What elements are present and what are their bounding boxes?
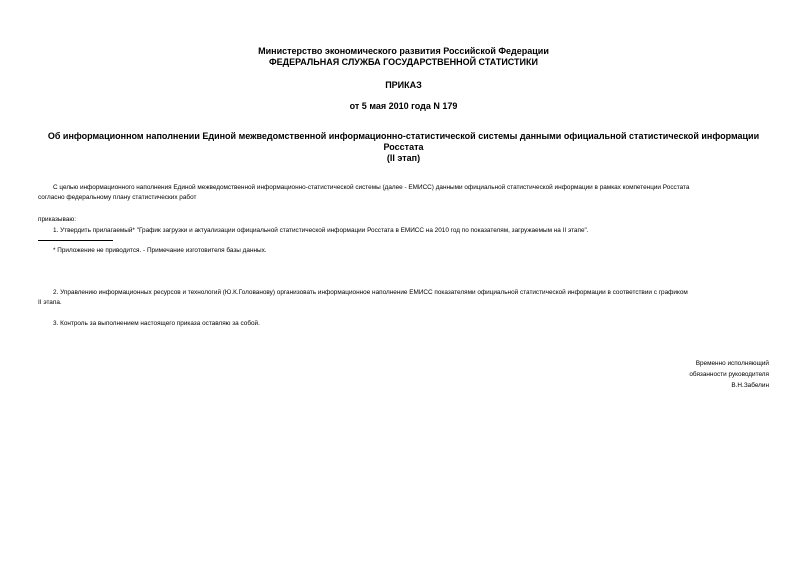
item-3: 3. Контроль за выполнением настоящего приказа оставляю за собой. (53, 320, 260, 327)
subject-line-1: Об информационном наполнении Единой межведомственной информационно-статистической системы данными официальной статистической информации (47, 131, 760, 141)
footnote-divider (38, 240, 113, 241)
signature-title-line-2: обязанности руководителя (689, 371, 769, 378)
signature-name: В.Н.Забелин (731, 382, 769, 389)
service-heading: ФЕДЕРАЛЬНАЯ СЛУЖБА ГОСУДАРСТВЕННОЙ СТАТИСТИКИ (269, 57, 538, 67)
intro-paragraph-line-1: С целью информационного наполнения Единой межведомственной информационно-статистической системы (далее - ЕМИСС) данными официальной статистической информации в рамках компетенции Росстата (53, 184, 690, 191)
footnote: * Приложение не приводится. - Примечание изготовителя базы данных. (53, 247, 267, 254)
item-2-line-1: 2. Управлению информационных ресурсов и технологий (Ю.К.Голованову) организовать информационное наполнение ЕМИСС показателями официальной статистической информации в соответствии с графиком (53, 289, 688, 296)
item-2-line-2: II этапа. (38, 299, 62, 306)
item-1: 1. Утвердить прилагаемый* "График загрузки и актуализации официальной статистической информации Росстата в ЕМИСС на 2010 год по показателям, загружаемым на II этапе". (53, 227, 589, 234)
intro-paragraph-line-2: согласно федеральному плану статистических работ (38, 194, 197, 201)
order-type: ПРИКАЗ (385, 80, 422, 90)
signature-title-line-1: Временно исполняющий (695, 360, 769, 367)
ministry-heading: Министерство экономического развития Российской Федерации (258, 46, 549, 56)
order-word: приказываю: (38, 216, 76, 223)
subject-line-3: (II этап) (386, 153, 421, 163)
subject-line-2: Росстата (383, 142, 424, 152)
order-date-number: от 5 мая 2010 года N 179 (349, 101, 458, 111)
